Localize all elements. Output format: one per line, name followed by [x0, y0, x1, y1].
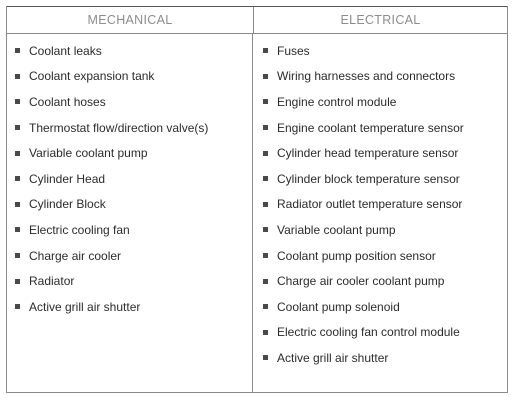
table-header-row	[7, 6, 507, 34]
list-item	[253, 294, 507, 320]
list-item	[253, 115, 507, 141]
list-item	[7, 140, 252, 166]
list-item-label: Active grill air shutter	[29, 299, 141, 314]
list-item-label: Fuses	[277, 43, 310, 58]
square-bullet-icon	[263, 176, 268, 181]
square-bullet-icon	[263, 330, 268, 335]
mechanical-header: MECHANICAL	[7, 7, 254, 33]
square-bullet-icon	[263, 355, 268, 360]
square-bullet-icon	[263, 99, 268, 104]
list-item	[253, 217, 507, 243]
electrical-column	[253, 34, 507, 392]
list-item-label: Electric cooling fan	[29, 222, 130, 237]
list-item-label: Variable coolant pump	[29, 146, 148, 161]
list-item	[7, 115, 252, 141]
list-item	[253, 345, 507, 371]
square-bullet-icon	[15, 304, 20, 309]
mechanical-list	[7, 38, 252, 320]
list-item	[253, 268, 507, 294]
square-bullet-icon	[15, 125, 20, 130]
square-bullet-icon	[263, 253, 268, 258]
square-bullet-icon	[15, 279, 20, 284]
square-bullet-icon	[15, 99, 20, 104]
square-bullet-icon	[15, 48, 20, 53]
list-item-label: Coolant hoses	[29, 94, 106, 109]
list-item-label: Variable coolant pump	[277, 222, 396, 237]
list-item	[7, 166, 252, 192]
list-item-label: Coolant leaks	[29, 43, 102, 58]
square-bullet-icon	[15, 74, 20, 79]
list-item-label: Charge air cooler	[29, 248, 122, 263]
square-bullet-icon	[263, 279, 268, 284]
square-bullet-icon	[263, 48, 268, 53]
list-item-label: Engine control module	[277, 94, 397, 109]
list-item	[7, 294, 252, 320]
list-item	[253, 320, 507, 346]
list-item	[7, 38, 252, 64]
square-bullet-icon	[15, 253, 20, 258]
list-item	[253, 38, 507, 64]
square-bullet-icon	[263, 227, 268, 232]
list-item-label: Radiator	[29, 274, 75, 289]
list-item-label: Cylinder head temperature sensor	[277, 146, 459, 161]
list-item-label: Thermostat flow/direction valve(s)	[29, 120, 209, 135]
list-item-label: Coolant expansion tank	[29, 69, 155, 84]
list-item	[253, 64, 507, 90]
list-item	[253, 140, 507, 166]
list-item	[253, 89, 507, 115]
list-item	[7, 192, 252, 218]
list-item	[7, 217, 252, 243]
diagnostic-table	[6, 6, 508, 393]
list-item-label: Cylinder Block	[29, 197, 106, 212]
list-item-label: Wiring harnesses and connectors	[277, 69, 456, 84]
list-item-label: Electric cooling fan control module	[277, 325, 460, 340]
list-item	[7, 89, 252, 115]
square-bullet-icon	[15, 227, 20, 232]
list-item-label: Radiator outlet temperature sensor	[277, 197, 463, 212]
list-item-label: Cylinder block temperature sensor	[277, 171, 460, 186]
square-bullet-icon	[15, 176, 20, 181]
square-bullet-icon	[263, 151, 268, 156]
mechanical-column	[7, 34, 253, 392]
list-item	[253, 243, 507, 269]
list-item	[253, 192, 507, 218]
square-bullet-icon	[263, 304, 268, 309]
square-bullet-icon	[263, 74, 268, 79]
list-item-label: Active grill air shutter	[277, 350, 389, 365]
list-item	[7, 268, 252, 294]
list-item	[7, 243, 252, 269]
square-bullet-icon	[263, 202, 268, 207]
list-item-label: Coolant pump position sensor	[277, 248, 436, 263]
electrical-list	[253, 38, 507, 371]
square-bullet-icon	[15, 202, 20, 207]
list-item-label: Coolant pump solenoid	[277, 299, 400, 314]
list-item-label: Engine coolant temperature sensor	[277, 120, 464, 135]
list-item-label: Cylinder Head	[29, 171, 106, 186]
square-bullet-icon	[263, 125, 268, 130]
list-item-label: Charge air cooler coolant pump	[277, 274, 445, 289]
list-item	[253, 166, 507, 192]
table-body-row	[7, 34, 507, 392]
list-item	[7, 64, 252, 90]
electrical-header: ELECTRICAL	[340, 13, 421, 27]
square-bullet-icon	[15, 151, 20, 156]
